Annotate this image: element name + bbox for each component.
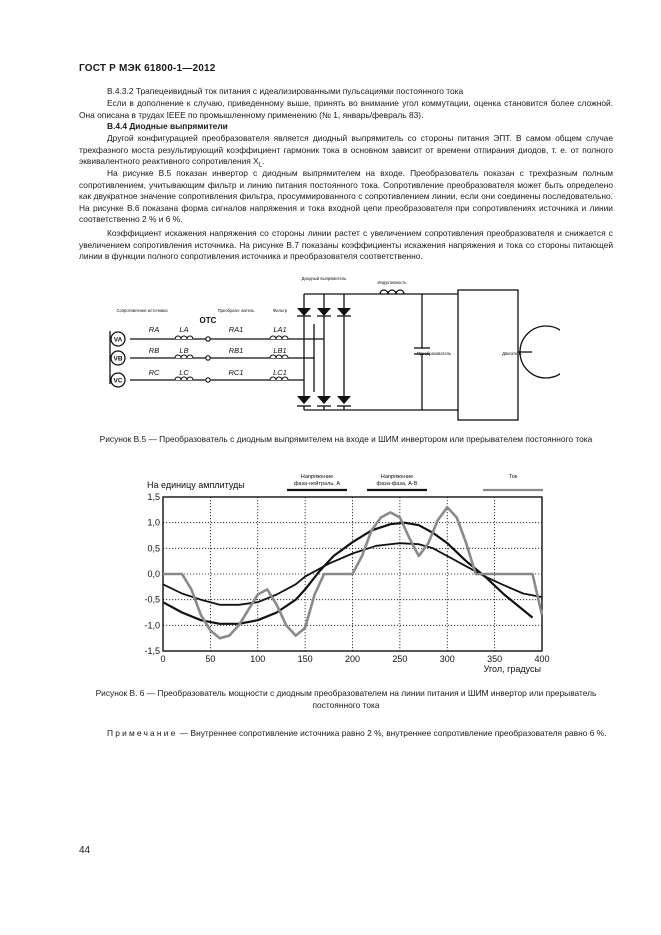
- y-tick-label: -1,5: [144, 646, 160, 656]
- label-lc1: LC1: [273, 368, 287, 377]
- chart-legend: [287, 474, 543, 490]
- label-converter-impedance: Преобразо- ватель: [217, 308, 255, 313]
- paragraph-b432: В.4.3.2 Трапецеивидный ток питания с идеализированными пульсациями постоянного тока: [107, 86, 464, 96]
- label-ra1: RA1: [228, 325, 244, 334]
- x-tick-label: 300: [439, 654, 455, 664]
- label-lb: LB: [179, 346, 189, 355]
- label-source-impedance: Сопротивление источника: [116, 308, 168, 313]
- x-tick-label: 50: [205, 654, 216, 664]
- note: [79, 727, 613, 739]
- x-tick-label: 400: [534, 654, 550, 664]
- standard-header: ГОСТ Р МЭК 61800-1—2012: [79, 63, 216, 74]
- figure-b5-circuit: [100, 272, 560, 424]
- x-tick-label: 200: [344, 654, 361, 664]
- label-rb: RB: [148, 346, 160, 355]
- y-tick-label: 0,0: [147, 569, 160, 579]
- source-vc-label: VC: [113, 377, 123, 385]
- y-tick-label: 1,0: [147, 517, 160, 528]
- p3-subscript: L: [258, 162, 263, 169]
- figure-b5-caption: Рисунок В.5 — Преобразователь с диодным выпрямителем на входе и ШИМ инвертором или прерывателем постоянного тока: [99, 434, 593, 444]
- note-label: Примечание: [107, 728, 178, 738]
- label-diode-rectifier: Диодный выпрямитель: [301, 276, 347, 281]
- p3-text: Другой конфигурацией преобразователя является диодный выпрямитель со стороны питания ЭПТ. В самом общем случае трехфазного моста результирующий коэффициент гармоник тока в основном зависит от времени отпирания диодов, т. е. от полного эквивалентного реактивного сопротивления X: [79, 133, 613, 167]
- y-tick-label: 0,5: [147, 543, 160, 554]
- label-rb1: RB1: [228, 346, 244, 355]
- label-lc: LC: [179, 368, 189, 377]
- label-ra: RA: [148, 325, 160, 334]
- label-converter: Преобразователь: [416, 351, 452, 356]
- paragraph-distortion: Коэффициент искажения напряжения со стороны линии растет с увеличением сопротивления преобразователя и снижается с увеличением сопротивления источника. На рисунке В.7 показаны коэффициенты искажения напряжения и тока со стороны питающей линии в функции полного сопротивления источника и преобразователя соответственно.: [79, 228, 613, 262]
- legend-label-1-cont: фаза-нейтраль, А: [293, 481, 341, 487]
- label-filter: Фильтр: [272, 308, 288, 313]
- label-rc: RC: [148, 368, 160, 377]
- source-va-label: VA: [113, 336, 123, 344]
- source-vb-label: VB: [113, 355, 123, 363]
- paragraph-diode-rectifiers: [79, 133, 613, 172]
- x-tick-label: 250: [392, 654, 408, 664]
- legend-label-3: Ток: [508, 474, 518, 480]
- label-la1: LA1: [273, 325, 287, 334]
- x-tick-label: 350: [487, 654, 503, 664]
- note-text: — Внутреннее сопротивление источника равно 2 %, внутреннее сопротивление преобразователя равно 6 %.: [177, 728, 607, 738]
- label-motor: Двигатель: [502, 351, 522, 356]
- chart-xlabel: Угол, градусы: [483, 664, 541, 674]
- paragraph-commutation: Если в дополнение к случаю, приведенному выше, принять во внимание угол коммутации, оценка становится более сложной. Она описана в трудах IEEE по промышленному применению (№ 1, январь/февраль 83).: [79, 98, 613, 120]
- y-tick-label: 1,5: [147, 492, 160, 502]
- series-line-3: [163, 507, 542, 638]
- y-tick-label: -1,0: [144, 620, 160, 631]
- p3-end: .: [262, 156, 265, 167]
- x-tick-label: 150: [297, 654, 313, 664]
- label-rc1: RC1: [228, 368, 244, 377]
- label-lb1: LB1: [273, 346, 287, 355]
- figure-b6-chart: [115, 470, 555, 680]
- label-dc-inductance: Индуктивность: [377, 280, 407, 285]
- paragraph-figure-b5: На рисунке В.5 показан инвертор с диодным выпрямителем на входе. Преобразователь показан с трехфазным полным сопротивлением, учитывающим фильтр и линию питания постоянного тока. Сопротивление преобразователя может быть определено как двукратное значение сопротивления фильтра, просуммированного с сопротивлением линии, если они соединены последовательно. На рисунке В.6 показана форма сигналов напряжения и тока входной цепи преобразователя при сопротивлениях источника и линии соответственно 2 % и 6 %.: [79, 168, 613, 225]
- figure-b6-caption: Рисунок В. 6 — Преобразователь мощности с диодным преобразователем на линии питания и ШИМ инвертор или прерыватель постоянного тока: [95, 688, 597, 710]
- heading-b44: В.4.4 Диодные выпрямители: [107, 121, 228, 131]
- legend-label-2: Напряжение: [380, 474, 414, 480]
- legend-label-2-cont: фаза-фаза, А-В: [376, 481, 418, 487]
- label-otc: ОТС: [199, 316, 217, 325]
- y-tick-label: -0,5: [144, 594, 160, 605]
- x-tick-label: 0: [160, 654, 166, 664]
- chart-series: [163, 507, 542, 638]
- label-la: LA: [179, 325, 189, 334]
- x-tick-label: 100: [250, 654, 266, 664]
- chart-ylabel: На единицу амплитуды: [147, 480, 245, 490]
- page-number: 44: [79, 845, 91, 856]
- legend-label-1: Напряжение: [300, 474, 334, 480]
